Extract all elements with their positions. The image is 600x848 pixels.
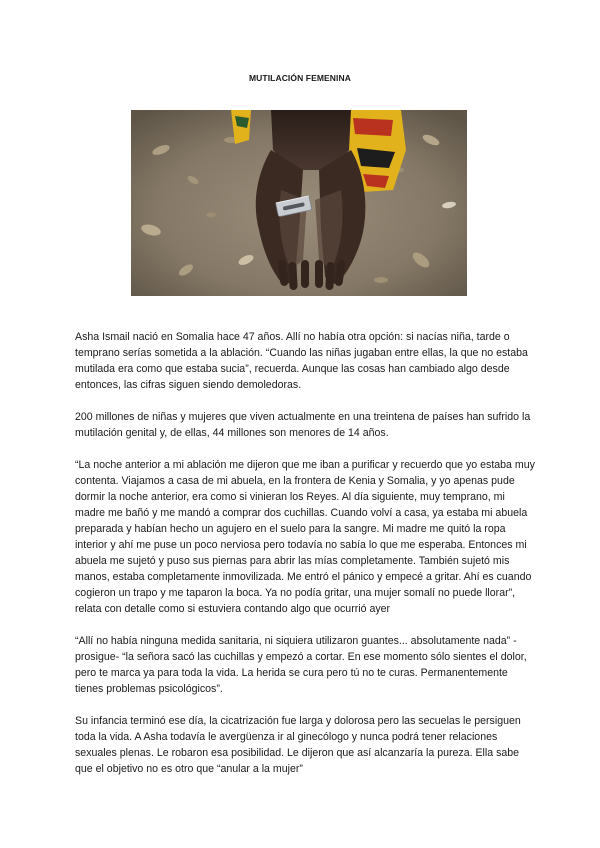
article-photo	[131, 110, 467, 296]
paragraph-4: “Allí no había ninguna medida sanitaria, ni siquiera utilizaron guantes... absolutamente nada” -prosigue- “la señora sacó las cuchillas y empezó a cortar. En ese momento sólo sientes el dolor, pero te marca ya para toda la vida. La herida se cura pero tú no te curas. Permanentemente tienes problemas psicológicos”.	[75, 635, 527, 695]
paragraph-2: 200 millones de niñas y mujeres que viven actualmente en una treintena de países han sufrido la mutilación genital y, de ellas, 44 millones son menores de 14 años.	[75, 411, 531, 439]
document-title: MUTILACIÓN FEMENINA	[248, 73, 351, 83]
paragraph-3: “La noche anterior a mi ablación me dijeron que me iban a purificar y recuerdo que yo estaba muy contenta. Viajamos a casa de mi abuela, en la frontera de Kenia y Somalia, y yo apenas pude dormir la noche anterior, era como si vinieran los Reyes. Al día siguiente, muy temprano, mi madre me bañó y me mandó a comprar dos cuchillas. Cuando volví a casa, ya estaba mi abuela preparada y habían hecho un agujero en el suelo para la sangre. Mi madre me quitó la ropa interior y ahí me puse un poco nerviosa pero todavía no sabía lo que me esperaba. Entonces mi abuela me sujetó y puso sus piernas para abrir las mías completamente. También sujetó mis manos, estaba completamente inmovilizada. Me entró el pánico y empecé a gritar. Ahí es cuando cogieron un trapo y me taparon la boca. Ya no podía gritar, una mujer somalí no puede llorar”, relata con detalle como si estuviera contando algo que ocurrió ayer	[75, 459, 535, 615]
paragraph-5: Su infancia terminó ese día, la cicatrización fue larga y dolorosa pero las secuelas le persiguen toda la vida. A Asha todavía le avergüenza ir al ginecólogo y nunca podrá tener relaciones sexuales plenas. Le robaron esa posibilidad. Le dijeron que así alcanzaría la pureza. Ella sabe que el objetivo no es otro que “anular a la mujer”	[75, 715, 521, 775]
paragraph-1: Asha Ismail nació en Somalia hace 47 años. Allí no había otra opción: si nacías niña, tarde o temprano serías sometida a la ablación. “Cuando las niñas jugaban entre ellas, la que no estaba mutilada era como que estaba sucia”, recuerda. Aunque las cosas han cambiado algo desde entonces, las cifras siguen siendo demoledoras.	[75, 331, 528, 391]
photo-hands-razor-blade	[131, 110, 467, 296]
article-body	[75, 329, 535, 793]
